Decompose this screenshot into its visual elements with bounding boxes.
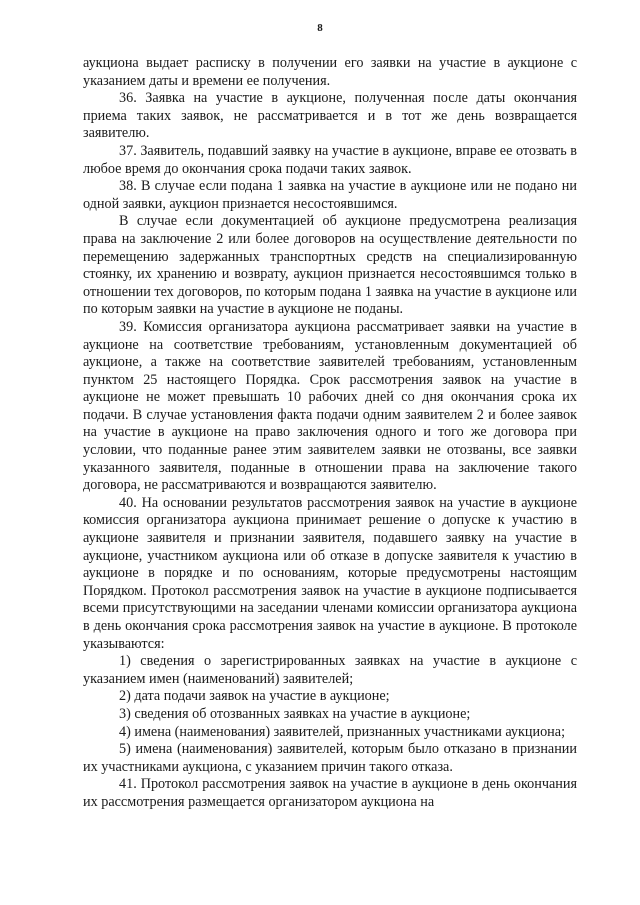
paragraph-39: 39. Комиссия организатора аукциона рассматривает заявки на участие в аукционе на соответствие требованиям, установленным документацией об аукционе, а также на соответствие заявителей требованиям, установленным пунктом 25 настоящего Порядка. Срок рассмотрения заявок на участие в аукционе не может превышать 10 рабочих дней со дня окончания срока их подачи. В случае установления факта подачи одним заявителем 2 и более заявок на участие в аукционе на право заключения одного и того же договора при условии, что поданные ранее этим заявителем заявки не отозваны, все заявки указанного заявителя, поданные в отношении права на заключение такого договора, не рассматриваются и возвращаются заявителю. — [83, 318, 577, 494]
paragraph-continuation: аукциона выдает расписку в получении его заявки на участие в аукционе с указанием даты и времени ее получения. — [83, 55, 577, 89]
paragraph-38-multiple-contracts: В случае если документацией об аукционе предусмотрена реализация права на заключение 2 или более договоров на осуществление деятельности по перемещению задержанных транспортных средств на специализированную стоянку, их хранению и возврату, аукцион признается несостоявшимся только в отношении тех договоров, по которым подана 1 заявка на участие в аукционе или по которым заявки на участие в аукционе не поданы. — [83, 213, 577, 318]
paragraph-41: 41. Протокол рассмотрения заявок на участие в аукционе в день окончания их рассмотрения размещается организатором аукциона на — [83, 776, 577, 810]
list-item-5: 5) имена (наименования) заявителей, которым было отказано в признании их участниками аукциона, с указанием причин такого отказа. — [83, 741, 577, 775]
list-item-4: 4) имена (наименования) заявителей, признанных участниками аукциона; — [119, 723, 566, 740]
list-item-2: 2) дата подачи заявок на участие в аукционе; — [119, 688, 390, 705]
page-number: 8 — [317, 22, 323, 34]
paragraph-36: 36. Заявка на участие в аукционе, полученная после даты окончания приема таких заявок, не рассматривается и в тот же день возвращается заявителю. — [83, 90, 577, 142]
paragraph-37: 37. Заявитель, подавший заявку на участие в аукционе, вправе ее отозвать в любое время до окончания срока подачи таких заявок. — [83, 142, 577, 177]
list-item-1: 1) сведения о зарегистрированных заявках на участие в аукционе с указанием имен (наименований) заявителей; — [83, 653, 577, 687]
paragraph-40: 40. На основании результатов рассмотрения заявок на участие в аукционе комиссия организатора аукциона принимает решение о допуске к участию в аукционе заявителя и признании заявителя, подавшего заявку на участие в аукционе, участником аукциона или об отказе в допуске заявителя к участию в аукционе в порядке и по основаниям, которые предусмотрены настоящим Порядком. Протокол рассмотрения заявок на участие в аукционе подписывается всеми присутствующими на заседании членами комиссии организатора аукциона в день окончания срока рассмотрения заявок на участие в аукционе. В протоколе указываются: — [83, 494, 577, 652]
document-body — [83, 55, 577, 812]
list-item-3: 3) сведения об отозванных заявках на участие в аукционе; — [119, 705, 471, 722]
paragraph-38: 38. В случае если подана 1 заявка на участие в аукционе или не подано ни одной заявки, аукцион признается несостоявшимся. — [83, 178, 577, 212]
